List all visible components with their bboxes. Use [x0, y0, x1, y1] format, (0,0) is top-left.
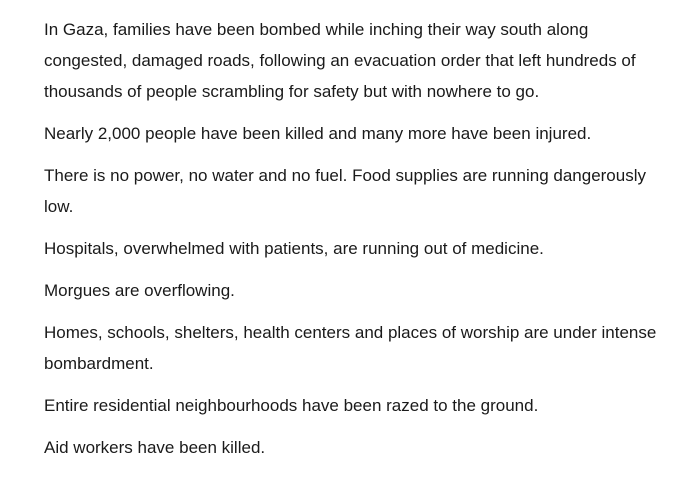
paragraph-neighbourhoods: Entire residential neighbourhoods have been razed to the ground. — [44, 396, 539, 415]
paragraph-casualties: Nearly 2,000 people have been killed and many more have been injured. — [44, 124, 592, 143]
paragraph-supplies: There is no power, no water and no fuel. Food supplies are running dangerously low. — [44, 166, 646, 216]
paragraph-bombardment: Homes, schools, shelters, health centers and places of worship are under intense bombardment. — [44, 323, 657, 373]
paragraph-morgues: Morgues are overflowing. — [44, 281, 235, 300]
paragraph-hospitals: Hospitals, overwhelmed with patients, are running out of medicine. — [44, 239, 544, 258]
document-body — [44, 14, 674, 474]
paragraph-gaza-evacuation: In Gaza, families have been bombed while inching their way south along congested, damaged roads, following an evacuation order that left hundreds of thousands of people scrambling for safety but with nowhere to go. — [44, 20, 636, 101]
paragraph-aid-workers: Aid workers have been killed. — [44, 438, 266, 457]
